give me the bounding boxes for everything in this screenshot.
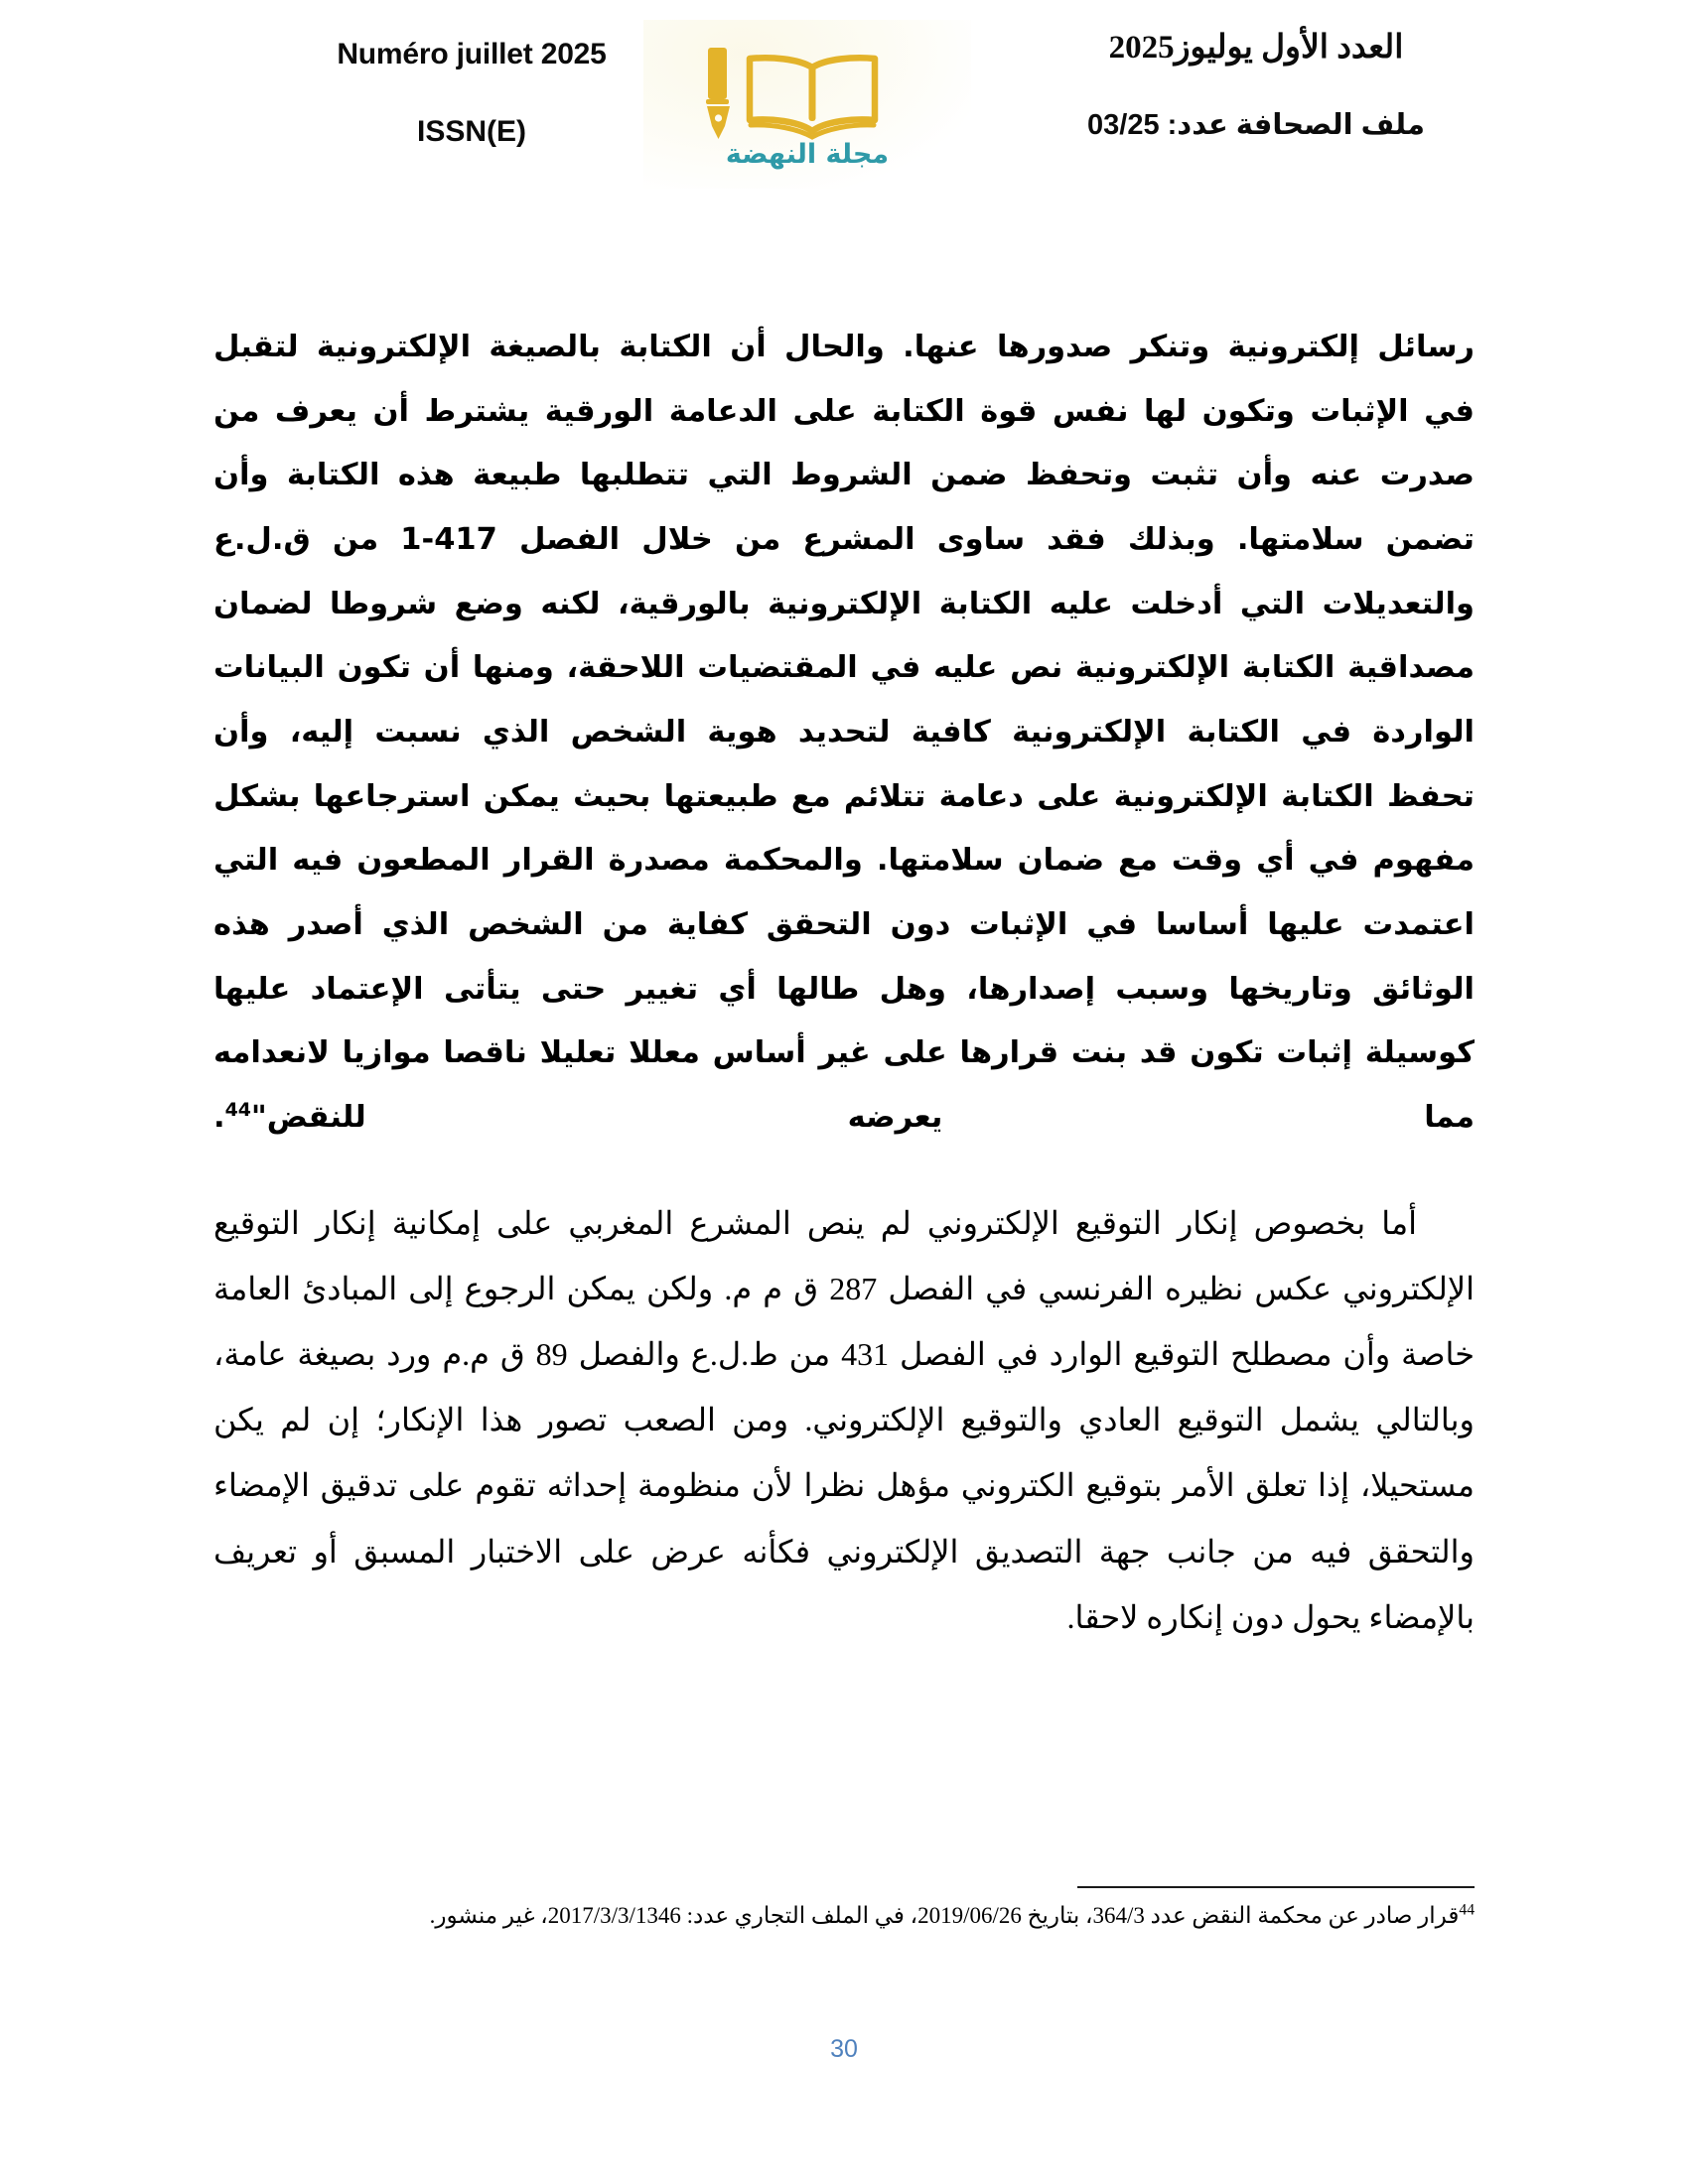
footnote-area <box>213 1886 1475 1935</box>
open-book-with-pen-icon <box>695 46 923 141</box>
file-number-label: ملف الصحافة عدد: 03/25 <box>1087 108 1425 141</box>
paragraph-2-text: أما بخصوص إنكار التوقيع الإلكتروني لم ينص المشرع المغربي على إمكانية إنكار التوقيع الإلكتروني عكس نظيره الفرنسي في الفصل 287 ق م م. ولكن يمكن الرجوع إلى المبادئ العامة خاصة وأن مصطلح التوقيع الوارد في الفصل 431 من ط.ل.ع والفصل 89 ق م.م ورد بصيغة عامة، وبالتالي يشمل التوقيع العادي والتوقيع الإلكتروني. ومن الصعب تصور هذا الإنكار؛ إن لم يكن مستحيلا، إذا تعلق الأمر بتوقيع الكتروني مؤهل نظرا لأن منظومة إحداثه تقوم على تدقيق الإمضاء والتحقق فيه من جانب جهة التصديق الإلكتروني فكأنه عرض على الاختبار المسبق أو تعريف بالإمضاء يحول دون إنكاره لاحقا. <box>213 1204 1476 1635</box>
page-masthead <box>0 0 1688 213</box>
journal-logo-title: مجلة النهضة <box>725 139 890 170</box>
footnote-separator-rule <box>1077 1886 1475 1888</box>
paragraph-1-text: رسائل إلكترونية وتنكر صدورها عنها. والحال أن الكتابة بالصيغة الإلكترونية لتقبل في الإثبات وتكون لها نفس قوة الكتابة على الدعامة الورقية يشترط أن يعرف من صدرت عنه وأن تثبت وتحفظ ضمن الشروط التي تتطلبها طبيعة هذه الكتابة وأن تضمن سلامتها. وبذلك فقد ساوى المشرع من خلال الفصل 417-1 من ق.ل.ع والتعديلات التي أدخلت عليه الكتابة الإلكترونية بالورقية، لكنه وضع شروطا لضمان مصداقية الكتابة الإلكترونية نص عليه في المقتضيات اللاحقة، ومنها أن تكون البيانات الواردة في الكتابة الإلكترونية كافية لتحديد هوية الشخص الذي نسبت إليه، وأن تحفظ الكتابة الإلكترونية على دعامة تتلائم مع طبيعتها بحيث يمكن استرجاعها بشكل مفهوم في أي وقت مع ضمان سلامتها. والمحكمة مصدرة القرار المطعون فيه التي اعتمدت عليها أساسا في الإثبات دون التحقق كفاية من الشخص الذي أصدر هذه الوثائق وتاريخها وسبب إصدارها، وهل طالها أي تغيير حتى يتأتى الإعتماد عليها كوسيلة إثبات تكون قد بنت قرارها على غير أساس معللا تعليلا ناقصا موازيا لانعدامه مما يعرضه للنقض" <box>213 330 1475 1135</box>
article-body <box>213 316 1475 1650</box>
journal-logo <box>643 20 971 189</box>
footnote-reference-44[interactable]: 44 <box>224 1098 251 1121</box>
issue-number-french: Numéro juillet 2025 <box>337 38 607 70</box>
masthead-right-block <box>998 30 1514 142</box>
paragraph-legal-writing <box>213 316 1475 1151</box>
footnote-citation-text: قرار صادر عن محكمة النقض عدد 364/3، بتاريخ 2019/06/26، في الملف التجاري عدد: 2017/3/3/1346، غير منشور. <box>429 1903 1460 1928</box>
issue-number-arabic: العدد الأول يوليوز2025 <box>1108 30 1404 66</box>
footnote-entry <box>213 1898 1475 1935</box>
masthead-left-block <box>238 38 705 148</box>
footnote-number: 44 <box>1459 1901 1475 1919</box>
issn-label: ISSN(E) <box>416 115 526 148</box>
paragraph-electronic-signature <box>213 1190 1475 1651</box>
paragraph-1-tail: . <box>213 1099 225 1135</box>
page-number: 30 <box>830 2035 858 2063</box>
